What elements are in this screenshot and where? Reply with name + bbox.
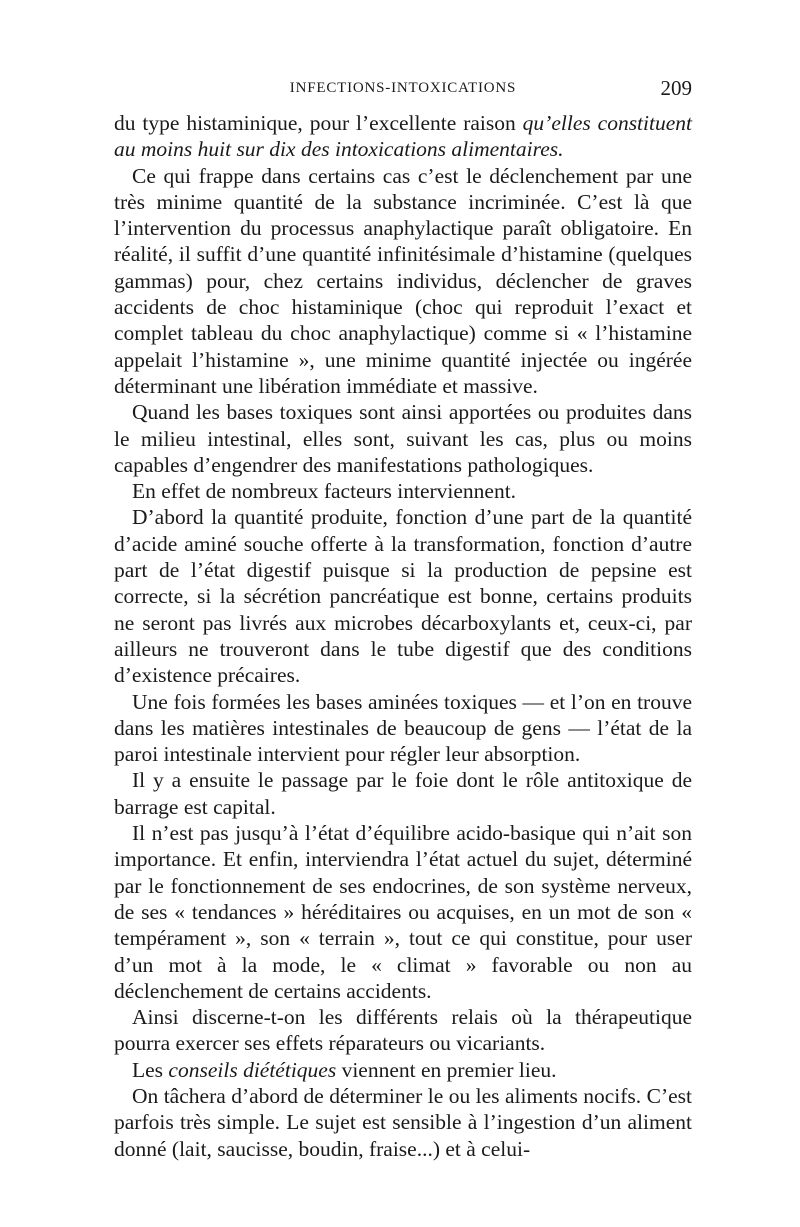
running-title: INFECTIONS-INTOXICATIONS	[289, 80, 517, 96]
paragraph-2: Ce qui frappe dans certains cas c’est le déclenchement par une très minime quantité de la substance incriminée. C’est là que l’intervention du processus anaphylactique paraît obligatoire. En réalité, il suffit d’une quantité infinitésimale d’histamine (quelques gammas) pour, chez certains individus, déclencher de graves accidents de choc histaminique (choc qui reproduit l’exact et complet tableau du choc anaphylactique) comme si « l’histamine appelait l’histamine », une minime quantité injectée ou ingérée déterminant une libération immédiate et massive.	[114, 163, 692, 398]
paragraph-6: Une fois formées les bases aminées toxiques — et l’on en trouve dans les matières intestinales de beaucoup de gens — l’état de la paroi intestinale intervient pour régler leur absorption.	[114, 689, 692, 767]
paragraph-4: En effet de nombreux facteurs interviennent.	[132, 479, 517, 504]
paragraph-1-text: du type histaminique, pour l’excellente raison	[114, 111, 523, 135]
paragraph-3: Quand les bases toxiques sont ainsi apportées ou produites dans le milieu intestinal, elles sont, suivant les cas, plus ou moins capables d’engendrer des manifestations pathologiques.	[114, 400, 692, 477]
page-number: 209	[660, 76, 692, 100]
running-head	[114, 76, 692, 102]
paragraph-8: Il n’est pas jusqu’à l’état d’équilibre acido-basique qui n’ait son importance. Et enfin, interviendra l’état actuel du sujet, déterminé par le fonctionnement de ses endocrines, de son système nerveux, de ses « tendances » héréditaires ou acquises, en un mot de son « tempérament », son « terrain », tout ce qui constitue, pour user d’un mot à la mode, le « climat » favorable ou non au déclenchement de certains accidents.	[114, 821, 692, 1003]
paragraph-10-text-start: Les	[132, 1057, 169, 1082]
paragraph-9: Ainsi discerne-t-on les différents relais où la thérapeutique pourra exercer ses effets réparateurs ou vicariants.	[114, 1005, 692, 1056]
paragraph-7: Il y a ensuite le passage par le foie dont le rôle antitoxique de barrage est capital.	[114, 768, 692, 819]
body-text	[114, 110, 692, 1162]
paragraph-10-text-end: viennent en premier lieu.	[336, 1057, 557, 1082]
paragraph-10	[114, 1057, 692, 1083]
paragraph-1	[114, 110, 692, 163]
paragraph-5: D’abord la quantité produite, fonction d’une part de la quantité d’acide aminé souche offerte à la transformation, fonction d’autre part de l’état digestif puisque si la production de pepsine est correcte, si la sécrétion pancréatique est bonne, certains produits ne seront pas livrés aux microbes décarboxylants et, ceux-ci, par ailleurs ne trouveront dans le tube digestif que des conditions d’existence précaires.	[114, 505, 692, 688]
paragraph-11: On tâchera d’abord de déterminer le ou les aliments nocifs. C’est parfois très simple. Le sujet est sensible à l’ingestion d’un aliment donné (lait, saucisse, boudin, fraise...) et à celui-	[114, 1083, 692, 1161]
paragraph-1-emphasis: qu’elles constituent au moins huit sur dix des intoxications alimentaires.	[114, 111, 692, 162]
paragraph-10-emphasis: conseils diététiques	[168, 1057, 337, 1082]
